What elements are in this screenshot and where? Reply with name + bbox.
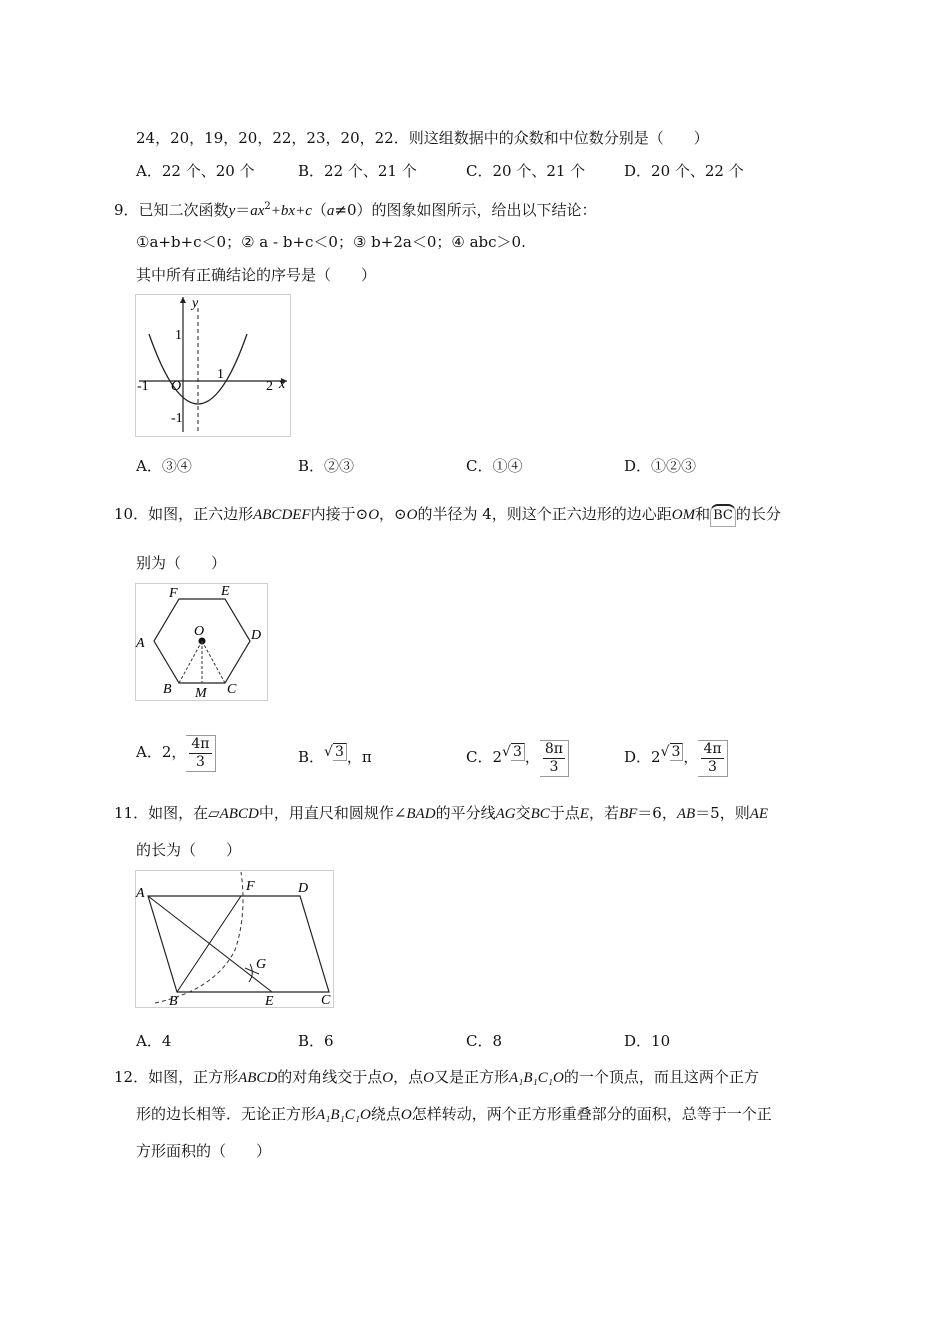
label-b: B [169, 994, 178, 1008]
label-c: C [321, 993, 331, 1008]
q9-a-var: a [326, 203, 335, 219]
q12-text-a: 如图，正方形 [148, 1068, 239, 1086]
q10-number: 10． [114, 505, 149, 523]
q9-conclusions: ①a+b+c＜0；② a - b+c＜0；③ b+2a＜0；④ abc＞0. [136, 233, 526, 251]
label-b: B [163, 682, 172, 697]
q12-text-c: ，点 [393, 1068, 424, 1086]
q11-ab: AB [676, 806, 696, 822]
compass-arc [155, 872, 243, 1003]
q10-line2: 别为（ ） [136, 554, 227, 572]
radius-ob [179, 641, 202, 683]
q10-text-e: 和 [695, 505, 711, 523]
q12-square-2: A₁B₁C₁O [316, 1107, 371, 1123]
parallelogram [148, 896, 329, 992]
q11-abcd: ABCD [219, 806, 259, 822]
radius-oc [202, 641, 225, 683]
q12-line2-b: 绕点 [370, 1105, 401, 1123]
q11-text-g: ＝6， [637, 804, 677, 822]
q11-ae: AE [749, 806, 769, 822]
q10-option-c-numerator: 8π [544, 740, 563, 757]
q10-option-c-label: C．2 [466, 748, 503, 766]
q11-text-f: ，若 [588, 804, 619, 822]
q11-option-a[interactable]: A．4 [136, 1032, 172, 1050]
q9-prompt: 其中所有正确结论的序号是（ ） [136, 266, 377, 284]
q12-abcd: ABCD [238, 1070, 278, 1086]
q12-text-e: 的一个顶点，而且这两个正方 [563, 1068, 759, 1086]
q11-number: 11． [114, 804, 149, 822]
q10-option-a-label: A．2， [136, 743, 187, 761]
q9-option-a[interactable]: A．③④ [136, 457, 192, 475]
q9-option-b[interactable]: B．②③ [298, 457, 355, 475]
q10-option-d-sep: ， [683, 748, 699, 766]
origin-label: O [171, 379, 182, 394]
label-e: E [221, 584, 230, 599]
segment-bf [177, 896, 241, 992]
q10-option-a-numerator: 4π [191, 735, 210, 752]
x-tick-1: 1 [217, 367, 224, 382]
q11-parallelogram-figure [135, 870, 334, 1008]
label-d: D [298, 881, 309, 896]
q12-square-1: A₁B₁C₁O [509, 1070, 564, 1086]
q9-option-d[interactable]: D．①②③ [624, 457, 697, 475]
q8-continuation: 24，20，19，20，22，23，20，22．则这组数据中的众数和中位数分别是（ ） [136, 129, 709, 147]
q10-text-f: 的长分 [735, 505, 781, 523]
q10-text-b: 内接于⊙ [310, 505, 369, 523]
q10-option-d[interactable] [624, 732, 728, 777]
q10-option-c-sep: ， [524, 748, 540, 766]
q8-option-a[interactable]: A．22 个、20 个 [136, 162, 255, 180]
q9-figure-frame [136, 295, 291, 437]
q9-intro-end: ≠0）的图象如图所示，给出以下结论： [334, 201, 597, 219]
q10-o2: O [406, 507, 418, 523]
label-a: A [136, 886, 145, 901]
q10-option-d-sqrt: √ 3 [661, 732, 684, 772]
q11-option-c[interactable]: C．8 [466, 1032, 503, 1050]
label-o: O [194, 624, 205, 639]
q10-option-d-denominator: 3 [708, 758, 717, 775]
label-e: E [265, 994, 274, 1008]
q10-option-b-radicand: 3 [333, 743, 347, 761]
q9-fn-ax: ax [250, 203, 265, 219]
q11-bc: BC [530, 806, 550, 822]
q10-hexagon-name: ABCDEF [253, 507, 311, 523]
y-tick-neg1: -1 [171, 411, 183, 426]
q12-o3: O [400, 1107, 412, 1123]
y-tick-1: 1 [175, 328, 182, 343]
q8-option-b[interactable]: B．22 个、21 个 [298, 162, 417, 180]
q12-line2-a: 形的边长相等．无论正方形 [136, 1105, 317, 1123]
y-axis-arrow-icon [180, 297, 186, 303]
q9-eq: ＝ [235, 201, 251, 219]
q11-text-b: 中，用直尺和圆规作∠ [258, 804, 407, 822]
q10-option-d-label: D．2 [624, 748, 661, 766]
q11-text-a: 如图，在▱ [148, 804, 220, 822]
q9-stem [114, 197, 597, 221]
q11-text-h: ＝5，则 [695, 804, 750, 822]
label-d: D [251, 628, 262, 643]
q11-text-e: 于点 [549, 804, 580, 822]
q10-option-b-tail: ，π [346, 748, 372, 766]
q10-option-a-denominator: 3 [195, 753, 205, 770]
q9-parabola-figure [135, 294, 291, 437]
q12-stem [114, 1067, 759, 1088]
q9-option-c[interactable]: C．①④ [466, 457, 523, 475]
q10-option-b[interactable] [298, 732, 372, 777]
q10-o1: O [368, 507, 380, 523]
q11-stem [114, 803, 768, 824]
q9-fn-rest: +bx+c [270, 203, 312, 219]
q10-option-c-denominator: 3 [549, 758, 559, 775]
q11-e: E [579, 806, 589, 822]
q9-paren: （ [311, 201, 327, 219]
q10-option-d-numerator: 4π [703, 740, 722, 757]
q12-line2-c: 怎样转动，两个正方形重叠部分的面积，总等于一个正 [411, 1105, 772, 1123]
q11-bf: BF [618, 806, 638, 822]
label-g: G [256, 957, 267, 972]
q12-o1: O [382, 1070, 394, 1086]
q11-bad: BAD [406, 806, 436, 822]
q12-text-d: 又是正方形 [434, 1068, 510, 1086]
q12-text-b: 的对角线交于点 [277, 1068, 383, 1086]
q10-option-a-fraction [186, 735, 215, 772]
label-m: M [195, 686, 207, 701]
q9-fn-y: y [228, 203, 236, 219]
q8-option-d[interactable]: D．20 个、22 个 [624, 162, 744, 180]
q10-stem [114, 504, 781, 527]
q10-option-b-sqrt: √ 3 [324, 732, 347, 772]
q11-text-d: 交 [515, 804, 531, 822]
label-f: F [169, 586, 178, 601]
label-f: F [246, 879, 255, 894]
q11-option-d[interactable]: D．10 [624, 1032, 671, 1050]
q8-option-c[interactable]: C．20 个、21 个 [466, 162, 586, 180]
label-c: C [227, 682, 237, 697]
q10-text-d: 的半径为 4，则这个正六边形的边心距 [417, 505, 672, 523]
q10-option-c[interactable] [466, 732, 569, 777]
q12-line3: 方形面积的（ ） [136, 1142, 272, 1160]
q10-option-b-label: B． [298, 748, 325, 766]
q9-number: 9． [114, 201, 139, 219]
q11-ag: AG [495, 806, 516, 822]
q10-option-c-sqrt: √ 3 [502, 732, 525, 772]
q10-option-a[interactable] [136, 732, 216, 772]
q10-arc-bc: BC [710, 504, 736, 527]
x-label: x [279, 377, 286, 392]
q12-number: 12． [114, 1068, 149, 1086]
q10-text-c: ，⊙ [379, 505, 407, 523]
q12-line2 [136, 1104, 772, 1125]
q10-option-c-radicand: 3 [511, 743, 525, 761]
q11-option-b[interactable]: B．6 [298, 1032, 334, 1050]
label-a: A [136, 636, 145, 651]
y-label: y [192, 296, 199, 311]
q9-sup: 2 [264, 201, 271, 212]
q12-o2: O [423, 1070, 434, 1086]
x-tick-2: 2 [266, 379, 273, 394]
q10-om: OM [671, 507, 696, 523]
q11-line2: 的长为（ ） [136, 841, 242, 859]
q10-option-c-fraction [540, 740, 569, 777]
q11-text-c: 的平分线 [435, 804, 496, 822]
bisector-ae [148, 896, 272, 992]
q10-option-d-radicand: 3 [670, 743, 684, 761]
q9-intro: 已知二次函数 [138, 201, 229, 219]
q10-option-d-fraction [698, 740, 727, 777]
q10-hexagon-figure [135, 583, 268, 701]
x-tick-neg1: -1 [137, 379, 149, 394]
q10-text-a: 如图，正六边形 [148, 505, 254, 523]
